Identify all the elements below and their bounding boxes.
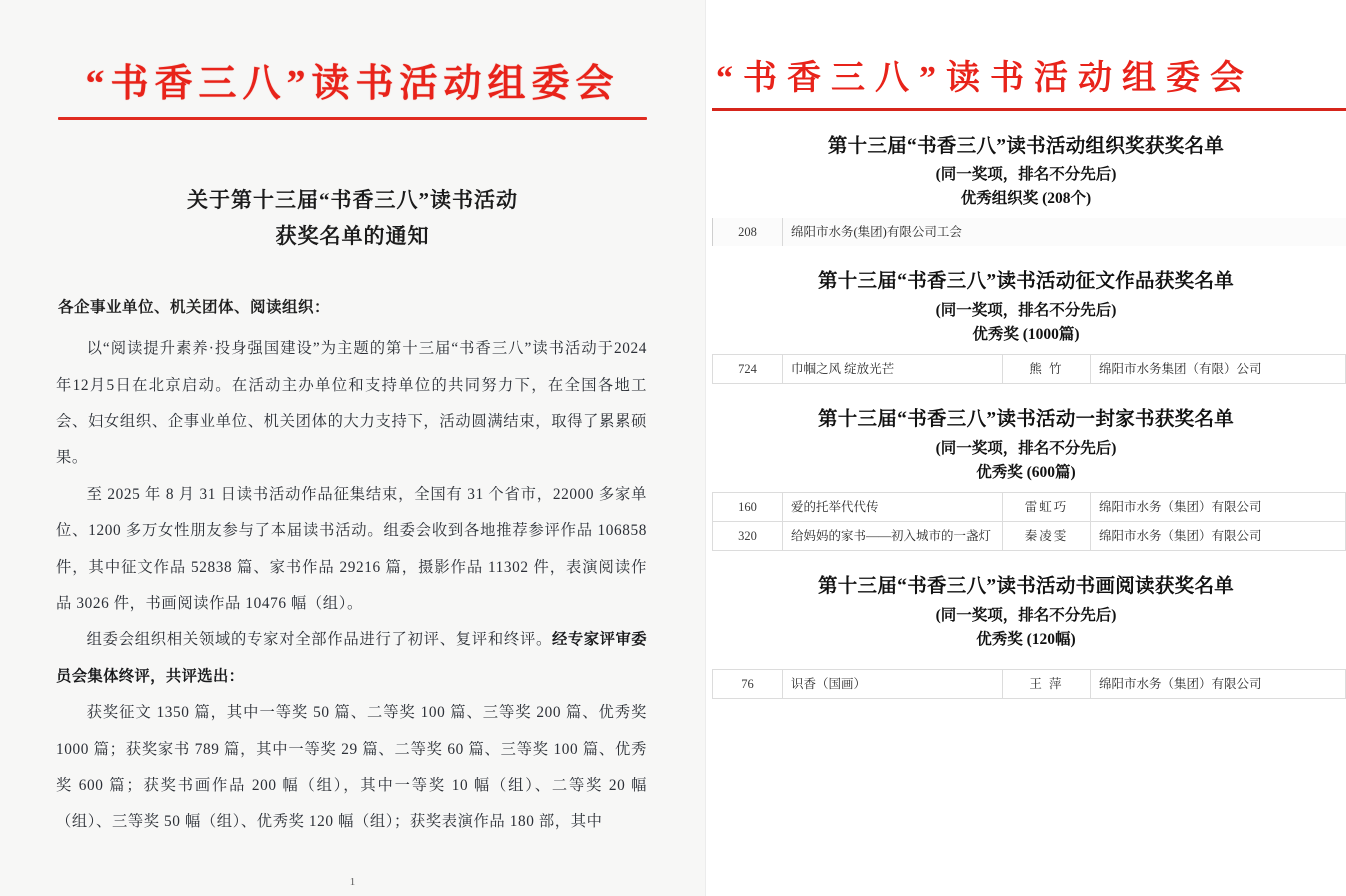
paragraph-4: 获奖征文 1350 篇，其中一等奖 50 篇、二等奖 100 篇、三等奖 200 篇、优秀奖 1000 篇；获奖家书 789 篇，其中一等奖 29 篇、二等奖 60 篇、三等奖 100 篇、优秀奖 600 篇；获奖书画作品 200 幅（组），其中一等奖 10 幅（组）、二等奖 20 幅（组）、三等奖 50 幅（组）、优秀奖 120 幅（组）；获奖表演作品 180 部，其中 [56,704,647,831]
left-masthead-text: “书香三八”读书活动组委会 [85,63,620,105]
table-row [713,522,1346,551]
cell-number: 76 [713,670,783,699]
cell-organization: 绵阳市水务（集团）有限公司 [1091,522,1346,551]
section-heading: 第十三届“书香三八”读书活动组织奖获奖名单 [827,135,1225,157]
cell-author: 王 萍 [1003,670,1091,699]
cell-number: 160 [713,493,783,522]
section-award-line: 优秀奖 (1000篇) [972,325,1080,343]
section-family-letter-award [706,406,1346,551]
page-number: 1 [349,876,356,888]
award-table-organization [712,218,1346,246]
left-body [56,331,647,841]
doc-title-line-1: 关于第十三届“书香三八”读书活动 [187,187,518,212]
cell-title: 识香（国画） [783,670,1003,699]
cell-author: 雷虹巧 [1003,493,1091,522]
right-page [706,0,1346,896]
left-masthead [58,62,647,120]
right-masthead-rule [712,108,1346,111]
table-row [713,218,1346,246]
section-subheading: (同一奖项，排名不分先后) [935,301,1117,319]
table-row [713,355,1346,384]
cell-organization: 绵阳市水务集团（有限）公司 [1091,355,1346,384]
section-award-line: 优秀奖 (120幅) [976,630,1076,648]
cell-organization: 绵阳市水务（集团）有限公司 [1091,493,1346,522]
paragraph-2: 至 2025 年 8 月 31 日读书活动作品征集结束，全国有 31 个省市，22000 多家单位、1200 多万女性朋友参与了本届读书活动。组委会收到各地推荐参评作品 106858 件，其中征文作品 52838 篇、家书作品 29216 篇，摄影作品 11302 件，表演阅读作品 3026 件，书画阅读作品 10476 幅（组）。 [56,485,647,612]
cell-title: 巾帼之风 绽放光芒 [783,355,1003,384]
table-row [713,493,1346,522]
cell-title: 爱的托举代代传 [783,493,1003,522]
section-heading: 第十三届“书香三八”读书活动书画阅读获奖名单 [817,576,1235,598]
right-masthead-text: “书香三八”读书活动组委会 [716,60,1254,97]
section-painting-award [706,573,1346,699]
section-heading: 第十三届“书香三八”读书活动一封家书获奖名单 [817,409,1235,431]
award-table-painting [712,669,1346,699]
cell-author: 熊 竹 [1003,355,1091,384]
cell-author: 秦凌雯 [1003,522,1091,551]
table-row [713,670,1346,699]
section-heading: 第十三届“书香三八”读书活动征文作品获奖名单 [817,271,1235,293]
cell-number: 724 [713,355,783,384]
section-organization-award [706,133,1346,247]
award-table-family-letter [712,492,1346,551]
section-subheading: (同一奖项，排名不分先后) [935,439,1117,457]
right-masthead [716,58,1346,101]
recipient-line: 各企事业单位、机关团体、阅读组织： [58,299,331,317]
cell-organization: 绵阳市水务(集团)有限公司工会 [783,218,1346,246]
cell-number: 208 [713,218,783,246]
left-masthead-rule [58,117,647,120]
section-subheading: (同一奖项，排名不分先后) [935,165,1117,183]
paragraph-3 [56,622,647,695]
page-title [93,182,613,256]
award-table-essay [712,354,1346,384]
paragraph-3-normal: 组委会组织相关领域的专家对全部作品进行了初评、复评和终评。 [86,631,553,649]
paragraph-1: 以“阅读提升素养·投身强国建设”为主题的第十三届“书香三八”读书活动于2024年12月5日在北京启动。在活动主办单位和支持单位的共同努力下，在全国各地工会、妇女组织、企事业单位、机关团体的大力支持下，活动圆满结束，取得了累累硕果。 [56,340,647,467]
doc-title-line-2: 获奖名单的通知 [275,224,430,249]
section-award-line: 优秀组织奖 (208个) [960,190,1092,208]
cell-title: 给妈妈的家书——初入城市的一盏灯 [783,522,1003,551]
cell-number: 320 [713,522,783,551]
paragraph-3-bold: 经专家评审委员会集体终评，共评选出： [56,631,647,685]
cell-organization: 绵阳市水务（集团）有限公司 [1091,670,1346,699]
section-subheading: (同一奖项，排名不分先后) [935,606,1117,624]
section-award-line: 优秀奖 (600篇) [976,463,1076,481]
section-essay-award [706,268,1346,384]
